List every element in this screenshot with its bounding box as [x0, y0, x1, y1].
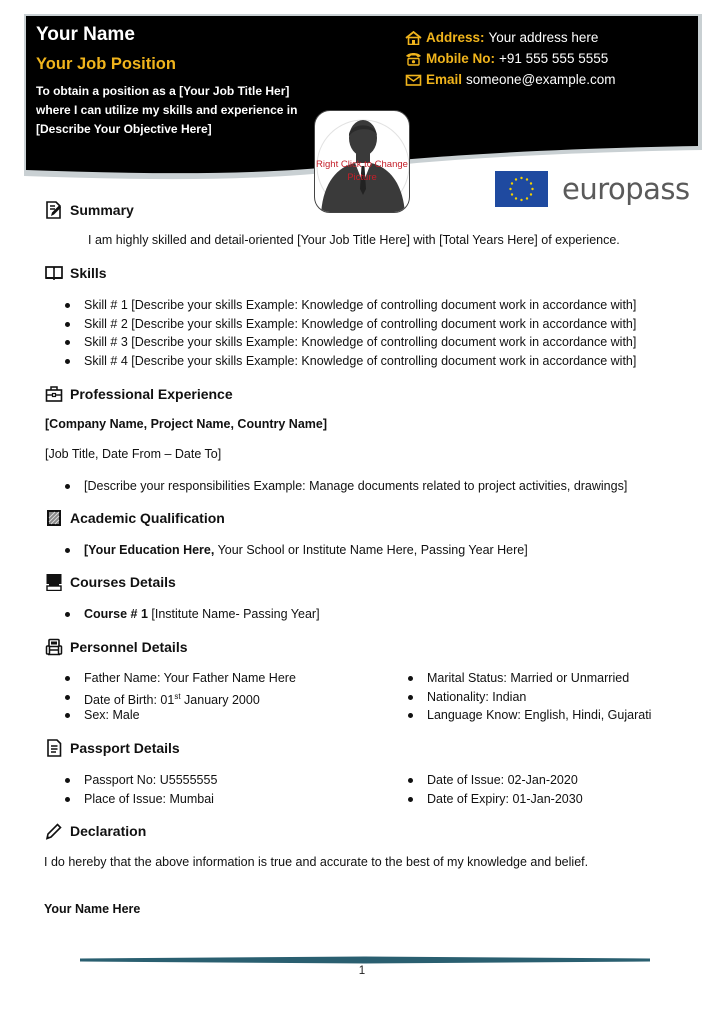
section-experience-heading: [45, 385, 233, 403]
footer-divider: [80, 956, 650, 964]
armchair-icon: [45, 638, 63, 656]
section-courses-heading: [45, 573, 176, 591]
responsibilities-list: [62, 477, 627, 496]
computer-icon: [45, 573, 63, 591]
section-summary-heading: [45, 201, 134, 219]
candidate-name: Your Name: [36, 24, 135, 45]
place-of-issue-item: Place of Issue: Mumbai: [62, 790, 217, 809]
address-value: Your address here: [488, 30, 599, 45]
responsibility-item: [Describe your responsibilities Example: Manage documents related to project activities, drawings]: [62, 477, 627, 496]
mobile-label: Mobile No:: [426, 51, 495, 66]
address-label: Address:: [426, 30, 485, 45]
section-declaration-heading: [45, 822, 146, 840]
skills-title: Skills: [70, 265, 107, 281]
notebook-icon: [45, 509, 63, 527]
personal-title: Personnel Details: [70, 639, 188, 655]
passport-left-list: [62, 771, 217, 808]
father-name-item: Father Name: Your Father Name Here: [62, 669, 296, 688]
courses-title: Courses Details: [70, 574, 176, 590]
course-item: Course # 1 [Institute Name- Passing Year]: [62, 605, 320, 624]
nationality-item: Nationality: Indian: [405, 688, 651, 707]
skill-item: Skill # 3 [Describe your skills Example: Knowledge of controlling document work in accordance with]: [62, 333, 636, 352]
contact-block: [405, 27, 616, 90]
passport-title: Passport Details: [70, 740, 180, 756]
eu-flag-icon: [495, 171, 548, 207]
email-value[interactable]: someone@example.com: [466, 72, 616, 87]
summary-title: Summary: [70, 202, 134, 218]
europass-logo: [495, 171, 690, 207]
education-item: [Your Education Here, Your School or Institute Name Here, Passing Year Here]: [62, 541, 528, 560]
section-passport-heading: [45, 739, 180, 757]
skill-item: Skill # 1 [Describe your skills Example: Knowledge of controlling document work in accordance with]: [62, 296, 636, 315]
academic-list: [62, 541, 528, 560]
courses-list: [62, 605, 320, 624]
contact-address: [405, 27, 616, 48]
academic-title: Academic Qualification: [70, 510, 225, 526]
section-skills-heading: [45, 264, 107, 282]
skill-item: Skill # 2 [Describe your skills Example: Knowledge of controlling document work in accordance with]: [62, 315, 636, 334]
passport-right-list: [405, 771, 583, 808]
page-number: 1: [358, 965, 366, 977]
signature-name: Your Name Here: [44, 902, 141, 916]
dob-item: Date of Birth: 01st January 2000: [62, 688, 296, 707]
career-objective: To obtain a position as a [Your Job Title Her] where I can utilize my skills and experience in [Describe Your Objective Here]: [36, 84, 298, 136]
edit-document-icon: [45, 201, 63, 219]
job-position: Your Job Position: [36, 55, 176, 73]
home-icon: [405, 31, 422, 45]
document-icon: [45, 739, 63, 757]
marital-status-item: Marital Status: Married or Unmarried: [405, 669, 651, 688]
section-personal-heading: [45, 638, 188, 656]
envelope-icon: [405, 73, 422, 87]
date-of-issue-item: Date of Issue: 02-Jan-2020: [405, 771, 583, 790]
email-label: Email: [426, 72, 463, 87]
skill-item: Skill # 4 [Describe your skills Example: Knowledge of controlling document work in accordance with]: [62, 352, 636, 371]
company-name: [Company Name, Project Name, Country Name]: [45, 417, 328, 431]
change-picture-hint: Right Click to Change Picture: [316, 159, 408, 183]
open-book-icon: [45, 264, 63, 282]
section-academic-heading: [45, 509, 225, 527]
summary-text: I am highly skilled and detail-oriented [Your Job Title Here] with [Total Years Here] of experience.: [88, 233, 620, 247]
date-of-expiry-item: Date of Expiry: 01-Jan-2030: [405, 790, 583, 809]
briefcase-icon: [45, 385, 63, 403]
profile-photo[interactable]: [314, 110, 410, 213]
skills-list: [62, 296, 636, 370]
languages-item: Language Know: English, Hindi, Gujarati: [405, 706, 651, 725]
europass-wordmark: europass: [562, 172, 690, 206]
declaration-text: I do hereby that the above information is true and accurate to the best of my knowledge and belief.: [44, 855, 589, 869]
pencil-icon: [45, 822, 63, 840]
contact-email: [405, 69, 616, 90]
experience-title: Professional Experience: [70, 386, 233, 402]
personal-right-list: [405, 669, 651, 725]
mobile-value: +91 555 555 5555: [499, 51, 609, 66]
telephone-icon: [405, 52, 422, 66]
contact-mobile: [405, 48, 616, 69]
passport-number-item: Passport No: U5555555: [62, 771, 217, 790]
personal-left-list: [62, 669, 296, 725]
job-title-dates: [Job Title, Date From – Date To]: [45, 447, 222, 461]
sex-item: Sex: Male: [62, 706, 296, 725]
declaration-title: Declaration: [70, 823, 147, 839]
